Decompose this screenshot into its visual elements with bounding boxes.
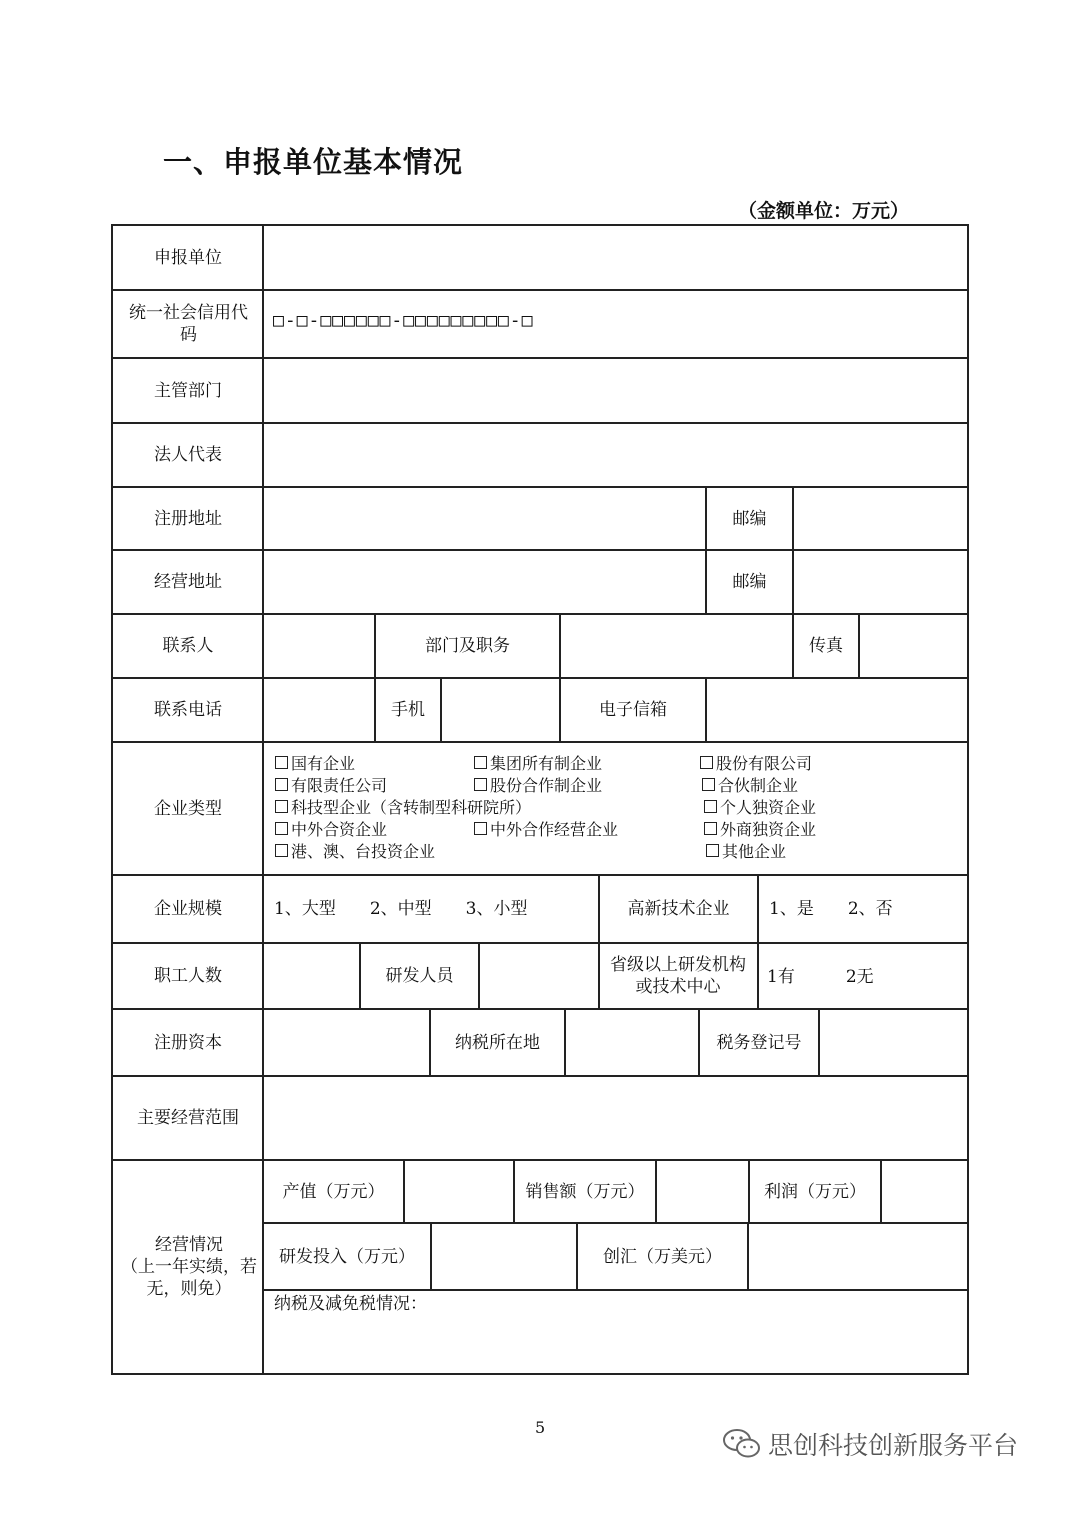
capital-label: 注册资本 [154, 1032, 222, 1053]
type-option-limited-liability[interactable]: 有限责任公司 [275, 776, 387, 796]
type-option-stock-cooperative[interactable]: 股份合作制企业 [474, 776, 602, 796]
authority-field[interactable] [264, 359, 969, 422]
forex-label: 创汇（万美元） [603, 1246, 722, 1267]
tax-location-field[interactable] [566, 1010, 698, 1075]
hightech-options[interactable]: 1、是 2、否 [769, 899, 893, 919]
output-field[interactable] [405, 1161, 513, 1222]
checkbox[interactable] [275, 756, 288, 769]
dept-position-label: 部门及职务 [425, 636, 510, 656]
reg-postcode-field[interactable] [794, 488, 969, 549]
profit-field[interactable] [882, 1161, 969, 1222]
type-option-other[interactable]: 其他企业 [706, 842, 786, 862]
section-title: 一、申报单位基本情况 [163, 145, 464, 179]
rd-invest-field[interactable] [432, 1224, 576, 1289]
type-option-collective[interactable]: 集团所有制企业 [474, 754, 602, 774]
email-label: 电子信箱 [599, 700, 667, 720]
checkbox[interactable] [474, 756, 487, 769]
capital-field[interactable] [264, 1010, 429, 1075]
reg-postcode-label: 邮编 [732, 508, 767, 529]
rd-invest-label: 研发投入（万元） [279, 1246, 415, 1267]
staff-label: 职工人数 [154, 966, 222, 986]
rd-staff-label: 研发人员 [385, 966, 454, 986]
enterprise-type-label: 企业类型 [154, 798, 222, 819]
amount-unit-note: （金额单位：万元） [738, 200, 910, 222]
rd-staff-field[interactable] [480, 944, 598, 1008]
legal-rep-field[interactable] [264, 424, 969, 486]
reg-address-field[interactable] [264, 488, 705, 549]
tax-reg-field[interactable] [820, 1010, 969, 1075]
credit-code-label: 统一社会信用代码 [129, 303, 248, 345]
legal-rep-label: 法人代表 [154, 445, 222, 465]
staff-field[interactable] [264, 944, 359, 1008]
type-option-partnership[interactable]: 合伙制企业 [702, 776, 798, 796]
rd-center-label: 省级以上研发机构或技术中心 [610, 955, 746, 997]
contact-field[interactable] [264, 615, 374, 677]
phone-label: 联系电话 [154, 700, 222, 720]
checkbox[interactable] [700, 756, 713, 769]
watermark-text: 思创科技创新服务平台 [768, 1431, 1019, 1460]
mobile-label: 手机 [391, 700, 425, 720]
checkbox[interactable] [706, 844, 719, 857]
rd-center-options[interactable]: 1有 2无 [767, 967, 874, 987]
type-option-state-owned[interactable]: 国有企业 [275, 754, 355, 774]
unit-name-field[interactable] [264, 226, 969, 289]
fax-label: 传真 [809, 636, 843, 656]
type-option-tech[interactable]: 科技型企业（含转制型科研院所） [275, 798, 531, 818]
type-option-foreign-owned[interactable]: 外商独资企业 [704, 820, 816, 840]
checkbox[interactable] [704, 800, 717, 813]
biz-address-field[interactable] [264, 551, 705, 613]
phone-field[interactable] [264, 679, 374, 741]
biz-postcode-label: 邮编 [732, 572, 767, 592]
operation-label: 经营情况 （上一年实绩，若无，则免） [121, 1235, 257, 1299]
fax-field[interactable] [860, 615, 969, 677]
tax-location-label: 纳税所在地 [455, 1032, 540, 1053]
checkbox[interactable] [474, 822, 487, 835]
tax-status-label: 纳税及减免税情况： [274, 1294, 427, 1314]
contact-label: 联系人 [162, 636, 214, 656]
page-number: 5 [535, 1418, 546, 1437]
unit-name-label: 申报单位 [154, 247, 222, 268]
type-option-sino-foreign-coop[interactable]: 中外合作经营企业 [474, 820, 618, 840]
hightech-label: 高新技术企业 [627, 899, 730, 919]
checkbox[interactable] [474, 778, 487, 791]
checkbox[interactable] [275, 800, 288, 813]
reg-address-label: 注册地址 [154, 508, 222, 529]
scale-label: 企业规模 [154, 899, 222, 919]
output-label: 产值（万元） [282, 1181, 385, 1202]
checkbox[interactable] [702, 778, 715, 791]
forex-field[interactable] [749, 1224, 969, 1289]
tax-reg-label: 税务登记号 [716, 1032, 802, 1053]
type-option-sole-proprietor[interactable]: 个人独资企业 [704, 798, 816, 818]
watermark [722, 1426, 1018, 1462]
checkbox[interactable] [704, 822, 717, 835]
authority-label: 主管部门 [154, 380, 222, 401]
type-option-sino-foreign-equity[interactable]: 中外合资企业 [275, 820, 387, 840]
business-scope-label: 主要经营范围 [137, 1108, 239, 1128]
profit-label: 利润（万元） [764, 1181, 866, 1202]
dept-position-field[interactable] [561, 615, 792, 677]
biz-address-label: 经营地址 [154, 572, 222, 592]
sales-label: 销售额（万元） [525, 1181, 645, 1202]
sales-field[interactable] [657, 1161, 748, 1222]
mobile-field[interactable] [442, 679, 559, 741]
checkbox[interactable] [275, 778, 288, 791]
email-field[interactable] [707, 679, 969, 741]
application-form-table [111, 224, 969, 1375]
biz-postcode-field[interactable] [794, 551, 969, 613]
type-option-hk-macao-taiwan[interactable]: 港、澳、台投资企业 [275, 842, 435, 862]
tax-status-field[interactable] [264, 1316, 969, 1373]
credit-code-value[interactable]: □-□-□□□□□□-□□□□□□□□□-□ [273, 310, 534, 331]
checkbox[interactable] [275, 844, 288, 857]
type-option-joint-stock[interactable]: 股份有限公司 [700, 754, 812, 774]
checkbox[interactable] [275, 822, 288, 835]
scale-options[interactable]: 1、大型 2、中型 3、小型 [274, 899, 528, 919]
wechat-icon [722, 1427, 762, 1461]
business-scope-field[interactable] [264, 1077, 969, 1159]
